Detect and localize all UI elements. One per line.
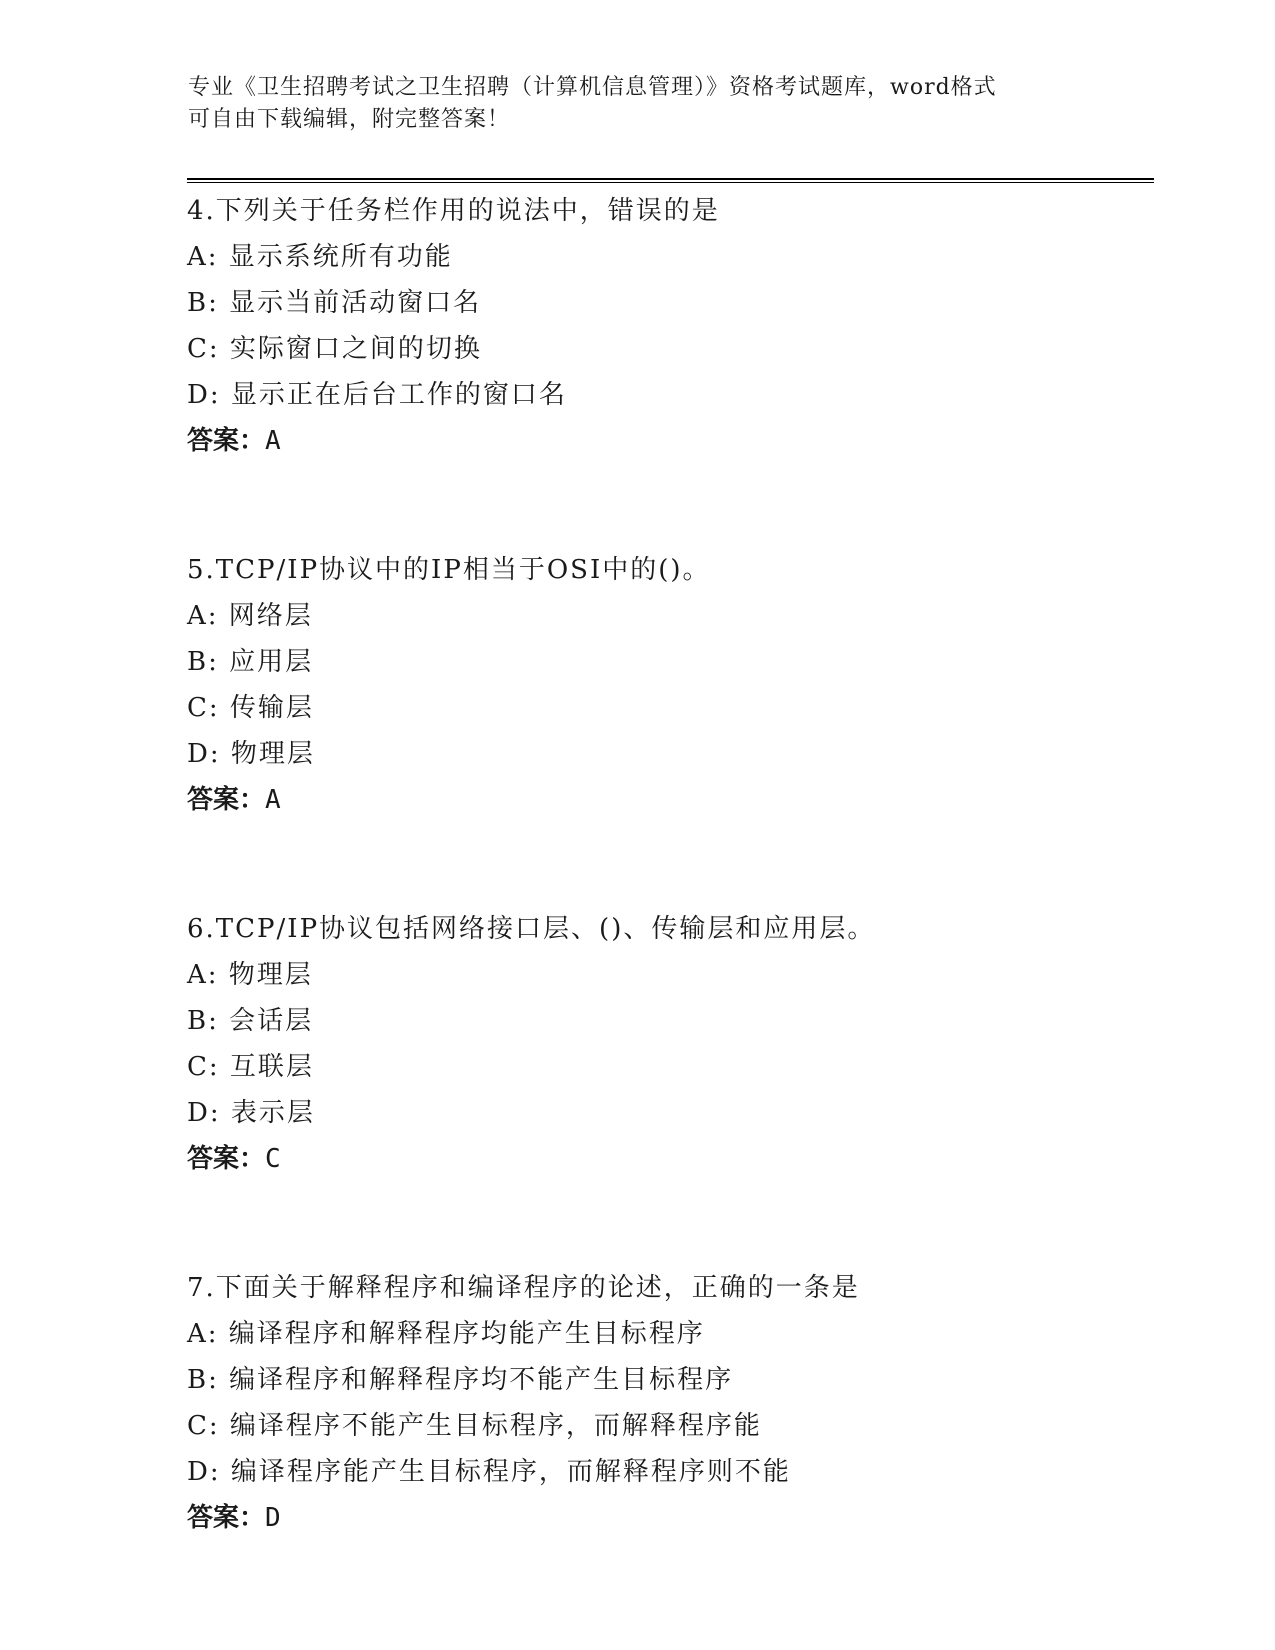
answer-line: [187, 777, 1147, 823]
question-stem: 4.下列关于任务栏作用的说法中，错误的是: [187, 196, 720, 226]
option-b: B: 编译程序和解释程序均不能产生目标程序: [187, 1365, 734, 1395]
option-c: C: 传输层: [187, 693, 314, 723]
option-c: C: 互联层: [187, 1052, 314, 1082]
answer-value: A: [265, 785, 281, 815]
option-c: C: 编译程序不能产生目标程序，而解释程序能: [187, 1411, 762, 1441]
header-divider: [187, 178, 1154, 183]
header-line-2: 可自由下载编辑，附完整答案！: [188, 107, 511, 132]
question-stem: 5.TCP/IP协议中的IP相当于OSI中的()。: [187, 555, 711, 585]
option-d: D: 物理层: [187, 739, 315, 769]
answer-label: 答案：: [187, 1503, 266, 1533]
question-stem: 6.TCP/IP协议包括网络接口层、()、传输层和应用层。: [187, 914, 876, 944]
option-a: A: 物理层: [187, 960, 313, 990]
answer-label: 答案：: [187, 426, 266, 456]
question-list: [187, 188, 1147, 1541]
option-b: B: 显示当前活动窗口名: [187, 288, 482, 318]
answer-label: 答案：: [187, 1144, 266, 1174]
option-b: B: 应用层: [187, 647, 314, 677]
answer-line: [187, 418, 1147, 464]
question-7: [187, 1265, 1147, 1541]
question-5: [187, 547, 1147, 823]
option-a: A: 网络层: [187, 601, 313, 631]
answer-value: D: [265, 1503, 281, 1533]
answer-label: 答案：: [187, 785, 266, 815]
answer-value: C: [265, 1144, 281, 1174]
option-c: C: 实际窗口之间的切换: [187, 334, 482, 364]
option-a: A: 编译程序和解释程序均能产生目标程序: [187, 1319, 705, 1349]
option-d: D: 编译程序能产生目标程序，而解释程序则不能: [187, 1457, 791, 1487]
answer-value: A: [265, 426, 281, 456]
option-d: D: 显示正在后台工作的窗口名: [187, 380, 567, 410]
answer-line: [187, 1495, 1147, 1541]
answer-line: [187, 1136, 1147, 1182]
option-d: D: 表示层: [187, 1098, 315, 1128]
question-4: [187, 188, 1147, 464]
header-line-1: 专业《卫生招聘考试之卫生招聘（计算机信息管理）》资格考试题库，word格式: [188, 75, 997, 100]
option-b: B: 会话层: [187, 1006, 314, 1036]
document-header: [188, 72, 1088, 136]
question-6: [187, 906, 1147, 1182]
option-a: A: 显示系统所有功能: [187, 242, 453, 272]
question-stem: 7.下面关于解释程序和编译程序的论述，正确的一条是: [187, 1273, 860, 1303]
